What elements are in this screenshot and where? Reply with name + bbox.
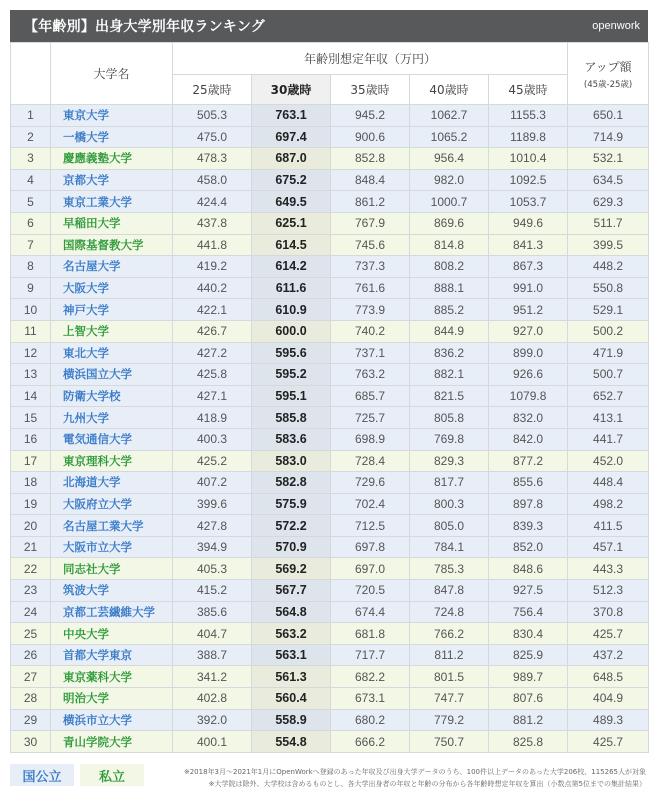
salary-30-cell: 567.7 [252, 580, 331, 602]
up-amount-cell: 652.7 [568, 385, 649, 407]
salary-30-cell: 600.0 [252, 320, 331, 342]
salary-30-cell: 611.6 [252, 277, 331, 299]
salary-45-cell: 1189.8 [489, 126, 568, 148]
salary-35-cell: 737.1 [331, 342, 410, 364]
salary-25-cell: 341.2 [173, 666, 252, 688]
university-name: 電気通信大学 [51, 428, 173, 450]
salary-40-cell: 808.2 [410, 256, 489, 278]
rank-cell: 18 [11, 472, 51, 494]
age-30-header: 30歳時 [252, 75, 331, 105]
salary-30-cell: 558.9 [252, 709, 331, 731]
up-amount-cell: 443.3 [568, 558, 649, 580]
table-row [11, 342, 649, 364]
salary-35-cell: 737.3 [331, 256, 410, 278]
university-name: 大阪府立大学 [51, 493, 173, 515]
salary-25-cell: 425.8 [173, 364, 252, 386]
up-amount-cell: 650.1 [568, 105, 649, 127]
table-row [11, 385, 649, 407]
salary-45-cell: 832.0 [489, 407, 568, 429]
rank-cell: 17 [11, 450, 51, 472]
salary-45-cell: 867.3 [489, 256, 568, 278]
salary-25-cell: 388.7 [173, 644, 252, 666]
salary-40-cell: 779.2 [410, 709, 489, 731]
salary-30-cell: 625.1 [252, 212, 331, 234]
table-row [11, 169, 649, 191]
salary-45-cell: 825.9 [489, 644, 568, 666]
salary-45-cell: 1053.7 [489, 191, 568, 213]
salary-40-cell: 800.3 [410, 493, 489, 515]
salary-40-cell: 885.2 [410, 299, 489, 321]
salary-25-cell: 418.9 [173, 407, 252, 429]
salary-45-cell: 855.6 [489, 472, 568, 494]
salary-25-cell: 505.3 [173, 105, 252, 127]
salary-25-cell: 404.7 [173, 623, 252, 645]
salary-45-cell: 991.0 [489, 277, 568, 299]
salary-25-cell: 415.2 [173, 580, 252, 602]
table-row [11, 623, 649, 645]
salary-40-cell: 836.2 [410, 342, 489, 364]
salary-40-cell: 784.1 [410, 536, 489, 558]
salary-25-cell: 427.2 [173, 342, 252, 364]
up-amount-cell: 489.3 [568, 709, 649, 731]
salary-30-cell: 610.9 [252, 299, 331, 321]
salary-35-cell: 673.1 [331, 688, 410, 710]
brand-logo: openwork [592, 20, 640, 32]
rank-cell: 2 [11, 126, 51, 148]
salary-45-cell: 1092.5 [489, 169, 568, 191]
salary-45-cell: 852.0 [489, 536, 568, 558]
salary-40-cell: 982.0 [410, 169, 489, 191]
up-amount-cell: 399.5 [568, 234, 649, 256]
table-row [11, 709, 649, 731]
rank-cell: 22 [11, 558, 51, 580]
salary-40-cell: 821.5 [410, 385, 489, 407]
salary-30-cell: 564.8 [252, 601, 331, 623]
salary-35-cell: 761.6 [331, 277, 410, 299]
rank-cell: 1 [11, 105, 51, 127]
salary-35-cell: 852.8 [331, 148, 410, 170]
salary-35-cell: 682.2 [331, 666, 410, 688]
salary-25-cell: 399.6 [173, 493, 252, 515]
salary-25-cell: 478.3 [173, 148, 252, 170]
university-name: 中央大学 [51, 623, 173, 645]
rank-cell: 30 [11, 731, 51, 753]
university-name: 北海道大学 [51, 472, 173, 494]
university-name: 防衛大学校 [51, 385, 173, 407]
salary-45-cell: 839.3 [489, 515, 568, 537]
salary-30-cell: 614.5 [252, 234, 331, 256]
up-amount-cell: 500.2 [568, 320, 649, 342]
university-name: 東京大学 [51, 105, 173, 127]
salary-40-cell: 724.8 [410, 601, 489, 623]
rank-cell: 24 [11, 601, 51, 623]
rank-cell: 5 [11, 191, 51, 213]
salary-25-cell: 458.0 [173, 169, 252, 191]
salary-45-cell: 1079.8 [489, 385, 568, 407]
salary-25-cell: 407.2 [173, 472, 252, 494]
university-name: 東京薬科大学 [51, 666, 173, 688]
rank-cell: 6 [11, 212, 51, 234]
salary-40-cell: 769.8 [410, 428, 489, 450]
table-row [11, 731, 649, 753]
salary-30-cell: 569.2 [252, 558, 331, 580]
university-name: 大阪市立大学 [51, 536, 173, 558]
salary-35-cell: 728.4 [331, 450, 410, 472]
ranking-body [11, 105, 649, 753]
salary-30-cell: 554.8 [252, 731, 331, 753]
salary-25-cell: 392.0 [173, 709, 252, 731]
university-name: 早稲田大学 [51, 212, 173, 234]
footnote-1: ※2018年3月〜2021年1月にOpenWorkへ登録のあった年収及び出身大学データのうち、100件以上データのあった大学206校、115265人が対象 [183, 768, 646, 776]
salary-35-cell: 773.9 [331, 299, 410, 321]
up-amount-cell: 452.0 [568, 450, 649, 472]
salary-40-cell: 747.7 [410, 688, 489, 710]
university-name: 横浜国立大学 [51, 364, 173, 386]
salary-30-cell: 585.8 [252, 407, 331, 429]
salary-40-cell: 1065.2 [410, 126, 489, 148]
salary-45-cell: 848.6 [489, 558, 568, 580]
up-amount-header [568, 43, 649, 105]
rank-cell: 7 [11, 234, 51, 256]
rank-cell: 4 [11, 169, 51, 191]
table-row [11, 277, 649, 299]
salary-30-cell: 572.2 [252, 515, 331, 537]
university-name: 同志社大学 [51, 558, 173, 580]
salary-25-cell: 419.2 [173, 256, 252, 278]
header-row-1 [11, 43, 649, 75]
up-amount-cell: 411.5 [568, 515, 649, 537]
university-name: 京都工芸繊維大学 [51, 601, 173, 623]
salary-40-cell: 817.7 [410, 472, 489, 494]
up-amount-cell: 498.2 [568, 493, 649, 515]
ranking-table [10, 42, 649, 753]
salary-40-cell: 801.5 [410, 666, 489, 688]
salary-25-cell: 440.2 [173, 277, 252, 299]
table-row [11, 666, 649, 688]
up-amount-cell: 448.4 [568, 472, 649, 494]
up-amount-cell: 511.7 [568, 212, 649, 234]
name-header: 大学名 [51, 43, 173, 105]
legend-private: 私立 [80, 764, 144, 786]
salary-25-cell: 400.3 [173, 428, 252, 450]
salary-25-cell: 394.9 [173, 536, 252, 558]
salary-25-cell: 422.1 [173, 299, 252, 321]
salary-40-cell: 805.8 [410, 407, 489, 429]
table-row [11, 320, 649, 342]
salary-40-cell: 847.8 [410, 580, 489, 602]
salary-40-cell: 766.2 [410, 623, 489, 645]
table-row [11, 450, 649, 472]
salary-45-cell: 756.4 [489, 601, 568, 623]
salary-30-cell: 595.1 [252, 385, 331, 407]
table-row [11, 428, 649, 450]
salary-40-cell: 888.1 [410, 277, 489, 299]
salary-45-cell: 927.5 [489, 580, 568, 602]
rank-cell: 14 [11, 385, 51, 407]
salary-45-cell: 951.2 [489, 299, 568, 321]
university-name: 上智大学 [51, 320, 173, 342]
salary-40-cell: 882.1 [410, 364, 489, 386]
university-name: 京都大学 [51, 169, 173, 191]
age-45-header: 45歳時 [489, 75, 568, 105]
salary-40-cell: 1000.7 [410, 191, 489, 213]
salary-35-cell: 697.0 [331, 558, 410, 580]
rank-cell: 26 [11, 644, 51, 666]
salary-40-cell: 1062.7 [410, 105, 489, 127]
rank-cell: 9 [11, 277, 51, 299]
salary-35-cell: 729.6 [331, 472, 410, 494]
salary-45-cell: 899.0 [489, 342, 568, 364]
rank-cell: 29 [11, 709, 51, 731]
up-amount-cell: 413.1 [568, 407, 649, 429]
legend-public: 国公立 [10, 764, 74, 786]
salary-25-cell: 475.0 [173, 126, 252, 148]
rank-cell: 10 [11, 299, 51, 321]
salary-35-cell: 740.2 [331, 320, 410, 342]
rank-cell: 15 [11, 407, 51, 429]
university-name: 横浜市立大学 [51, 709, 173, 731]
salary-45-cell: 842.0 [489, 428, 568, 450]
salary-45-cell: 897.8 [489, 493, 568, 515]
salary-45-cell: 1010.4 [489, 148, 568, 170]
university-name: 首都大学東京 [51, 644, 173, 666]
salary-30-cell: 595.2 [252, 364, 331, 386]
salary-45-cell: 926.6 [489, 364, 568, 386]
salary-30-cell: 561.3 [252, 666, 331, 688]
salary-45-cell: 989.7 [489, 666, 568, 688]
salary-30-cell: 614.2 [252, 256, 331, 278]
salary-35-cell: 697.8 [331, 536, 410, 558]
salary-35-cell: 767.9 [331, 212, 410, 234]
salary-30-cell: 563.2 [252, 623, 331, 645]
salary-40-cell: 750.7 [410, 731, 489, 753]
salary-45-cell: 877.2 [489, 450, 568, 472]
salary-30-cell: 687.0 [252, 148, 331, 170]
university-name: 一橋大学 [51, 126, 173, 148]
table-row [11, 536, 649, 558]
university-name: 明治大学 [51, 688, 173, 710]
rank-cell: 25 [11, 623, 51, 645]
age-40-header: 40歳時 [410, 75, 489, 105]
up-amount-sublabel: (45歳-25歳) [583, 79, 633, 90]
salary-30-cell: 570.9 [252, 536, 331, 558]
salary-25-cell: 405.3 [173, 558, 252, 580]
salary-30-cell: 649.5 [252, 191, 331, 213]
salary-25-cell: 427.1 [173, 385, 252, 407]
up-amount-cell: 370.8 [568, 601, 649, 623]
salary-40-cell: 844.9 [410, 320, 489, 342]
salary-45-cell: 825.8 [489, 731, 568, 753]
salary-25-cell: 385.6 [173, 601, 252, 623]
rank-cell: 20 [11, 515, 51, 537]
rank-cell: 11 [11, 320, 51, 342]
rank-cell: 21 [11, 536, 51, 558]
up-amount-cell: 437.2 [568, 644, 649, 666]
legend [10, 764, 144, 786]
salary-35-cell: 666.2 [331, 731, 410, 753]
table-row [11, 299, 649, 321]
salary-45-cell: 881.2 [489, 709, 568, 731]
salary-25-cell: 402.8 [173, 688, 252, 710]
salary-40-cell: 814.8 [410, 234, 489, 256]
university-name: 東京工業大学 [51, 191, 173, 213]
university-name: 慶應義塾大学 [51, 148, 173, 170]
salary-40-cell: 956.4 [410, 148, 489, 170]
rank-cell: 12 [11, 342, 51, 364]
university-name: 青山学院大学 [51, 731, 173, 753]
salary-30-cell: 560.4 [252, 688, 331, 710]
salary-35-cell: 720.5 [331, 580, 410, 602]
up-amount-cell: 532.1 [568, 148, 649, 170]
table-row [11, 601, 649, 623]
salary-25-cell: 427.8 [173, 515, 252, 537]
table-row [11, 256, 649, 278]
rank-cell: 23 [11, 580, 51, 602]
university-name: 神戸大学 [51, 299, 173, 321]
salary-40-cell: 785.3 [410, 558, 489, 580]
university-name: 名古屋大学 [51, 256, 173, 278]
salary-30-cell: 675.2 [252, 169, 331, 191]
salary-30-cell: 563.1 [252, 644, 331, 666]
salary-35-cell: 702.4 [331, 493, 410, 515]
university-name: 名古屋工業大学 [51, 515, 173, 537]
table-row [11, 212, 649, 234]
table-row [11, 126, 649, 148]
salary-35-cell: 861.2 [331, 191, 410, 213]
title-bar [10, 10, 648, 42]
ranking-panel [10, 10, 648, 753]
salary-30-cell: 697.4 [252, 126, 331, 148]
rank-cell: 13 [11, 364, 51, 386]
up-amount-cell: 425.7 [568, 623, 649, 645]
salary-25-cell: 424.4 [173, 191, 252, 213]
salary-45-cell: 841.3 [489, 234, 568, 256]
rank-cell: 3 [11, 148, 51, 170]
rank-cell: 28 [11, 688, 51, 710]
up-amount-cell: 629.3 [568, 191, 649, 213]
up-amount-cell: 550.8 [568, 277, 649, 299]
salary-35-cell: 763.2 [331, 364, 410, 386]
table-row [11, 105, 649, 127]
salary-25-cell: 400.1 [173, 731, 252, 753]
rank-cell: 27 [11, 666, 51, 688]
salary-45-cell: 949.6 [489, 212, 568, 234]
salary-45-cell: 1155.3 [489, 105, 568, 127]
salary-35-cell: 681.8 [331, 623, 410, 645]
table-row [11, 493, 649, 515]
salary-45-cell: 927.0 [489, 320, 568, 342]
rank-cell: 19 [11, 493, 51, 515]
salary-35-cell: 745.6 [331, 234, 410, 256]
salary-45-cell: 830.4 [489, 623, 568, 645]
footnotes [156, 766, 646, 790]
salary-45-cell: 807.6 [489, 688, 568, 710]
salary-30-cell: 582.8 [252, 472, 331, 494]
up-amount-cell: 425.7 [568, 731, 649, 753]
age-group-header: 年齢別想定年収（万円） [173, 43, 568, 75]
rank-header [11, 43, 51, 105]
university-name: 大阪大学 [51, 277, 173, 299]
salary-35-cell: 717.7 [331, 644, 410, 666]
up-amount-cell: 471.9 [568, 342, 649, 364]
salary-25-cell: 441.8 [173, 234, 252, 256]
salary-30-cell: 595.6 [252, 342, 331, 364]
up-amount-cell: 529.1 [568, 299, 649, 321]
up-amount-cell: 441.7 [568, 428, 649, 450]
up-amount-cell: 512.3 [568, 580, 649, 602]
up-amount-cell: 500.7 [568, 364, 649, 386]
table-row [11, 407, 649, 429]
up-amount-cell: 634.5 [568, 169, 649, 191]
salary-30-cell: 583.0 [252, 450, 331, 472]
salary-25-cell: 426.7 [173, 320, 252, 342]
salary-25-cell: 437.8 [173, 212, 252, 234]
salary-40-cell: 811.2 [410, 644, 489, 666]
age-25-header: 25歳時 [173, 75, 252, 105]
table-row [11, 580, 649, 602]
salary-35-cell: 680.2 [331, 709, 410, 731]
salary-40-cell: 829.3 [410, 450, 489, 472]
table-row [11, 515, 649, 537]
salary-35-cell: 725.7 [331, 407, 410, 429]
up-amount-cell: 457.1 [568, 536, 649, 558]
salary-30-cell: 763.1 [252, 105, 331, 127]
table-row [11, 558, 649, 580]
salary-35-cell: 698.9 [331, 428, 410, 450]
salary-35-cell: 945.2 [331, 105, 410, 127]
footnote-2: ※大学院は除外、大学校は含めるものとし、各大学出身者の年収と年齢の分布から各年齢時想定年収を算出（小数点第5位までの集計結果） [208, 780, 646, 788]
table-row [11, 234, 649, 256]
salary-30-cell: 575.9 [252, 493, 331, 515]
table-row [11, 644, 649, 666]
university-name: 東北大学 [51, 342, 173, 364]
up-amount-label: アップ額 [584, 59, 632, 74]
salary-25-cell: 425.2 [173, 450, 252, 472]
page-title: 【年齢別】出身大学別年収ランキング [24, 19, 265, 35]
rank-cell: 16 [11, 428, 51, 450]
up-amount-cell: 648.5 [568, 666, 649, 688]
up-amount-cell: 404.9 [568, 688, 649, 710]
salary-30-cell: 583.6 [252, 428, 331, 450]
salary-35-cell: 674.4 [331, 601, 410, 623]
university-name: 東京理科大学 [51, 450, 173, 472]
university-name: 筑波大学 [51, 580, 173, 602]
table-row [11, 472, 649, 494]
salary-35-cell: 685.7 [331, 385, 410, 407]
up-amount-cell: 714.9 [568, 126, 649, 148]
salary-35-cell: 848.4 [331, 169, 410, 191]
salary-40-cell: 805.0 [410, 515, 489, 537]
table-row [11, 364, 649, 386]
up-amount-cell: 448.2 [568, 256, 649, 278]
table-row [11, 148, 649, 170]
table-row [11, 191, 649, 213]
salary-40-cell: 869.6 [410, 212, 489, 234]
rank-cell: 8 [11, 256, 51, 278]
university-name: 国際基督教大学 [51, 234, 173, 256]
salary-35-cell: 712.5 [331, 515, 410, 537]
table-row [11, 688, 649, 710]
salary-35-cell: 900.6 [331, 126, 410, 148]
age-35-header: 35歳時 [331, 75, 410, 105]
university-name: 九州大学 [51, 407, 173, 429]
